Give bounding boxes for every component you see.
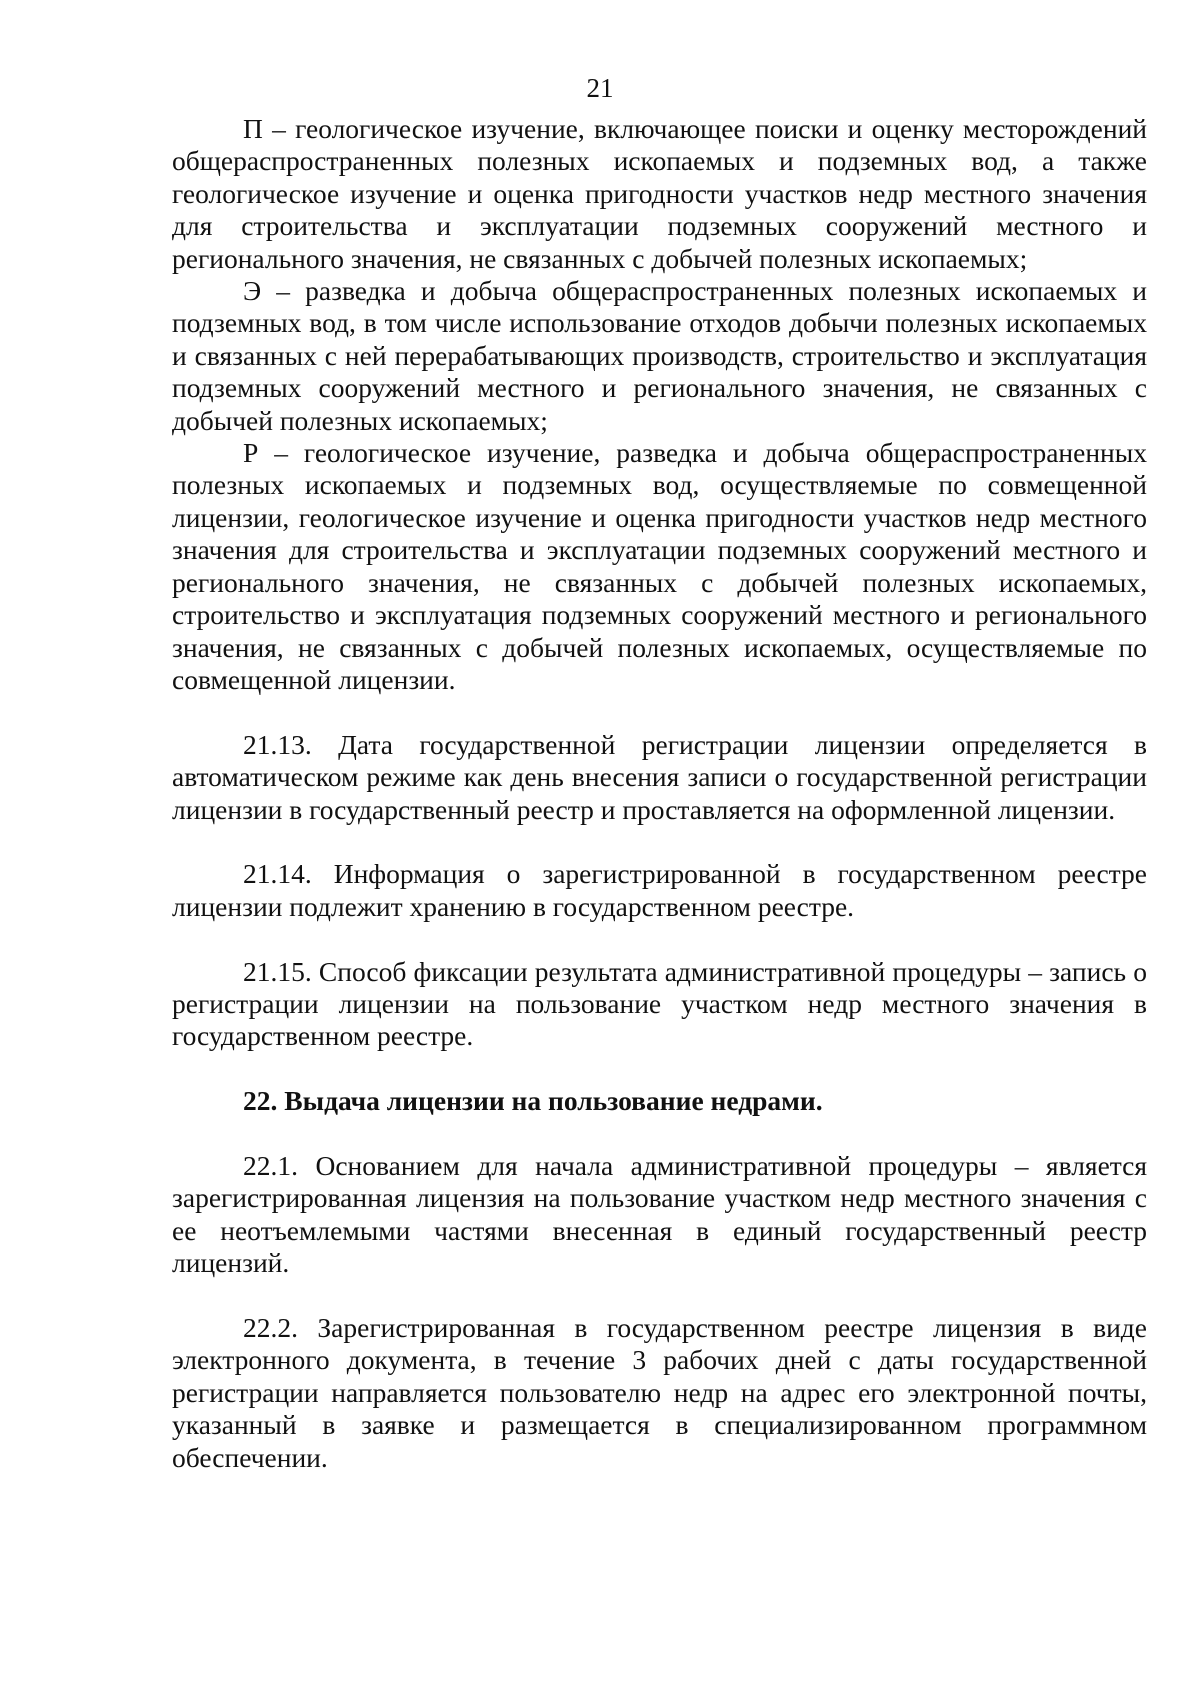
document-body <box>172 113 1147 1474</box>
paragraph-21-13: 21.13. Дата государственной регистрации лицензии определяется в автоматическом режиме как день внесения записи о государственной регистрации лицензии в государственный реестр и проставляется на оформленной лицензии. <box>172 728 1147 825</box>
paragraph-22-1: 22.1. Основанием для начала административной процедуры – является зарегистрированная лицензия на пользование участком недр местного значения с ее неотъемлемыми частями внесенная в единый государственный реестр лицензий. <box>172 1149 1147 1279</box>
paragraph-22-2: 22.2. Зарегистрированная в государственном реестре лицензия в виде электронного документа, в течение 3 рабочих дней с даты государственной регистрации направляется пользователю недр на адрес его электронной почты, указанный в заявке и размещается в специализированном программном обеспечении. <box>172 1311 1147 1473</box>
page-number: 21 <box>586 73 614 103</box>
paragraph-type-e: Э – разведка и добыча общераспространенных полезных ископаемых и подземных вод, в том числе использование отходов добычи полезных ископаемых и связанных с ней перерабатывающих производств, строительство и эксплуатация подземных сооружений местного и регионального значения, не связанных с добычей полезных ископаемых; <box>172 275 1147 436</box>
section-heading-22: 22. Выдача лицензии на пользование недрами. <box>243 1085 823 1117</box>
paragraph-type-p: П – геологическое изучение, включающее поиски и оценку месторождений общераспространенных полезных ископаемых и подземных вод, а также геологическое изучение и оценка пригодности участков недр местного значения для строительства и эксплуатации подземных сооружений местного и регионального значения, не связанных с добычей полезных ископаемых; <box>172 113 1147 274</box>
paragraph-21-15: 21.15. Способ фиксации результата административной процедуры – запись о регистрации лицензии на пользование участком недр местного значения в государственном реестре. <box>172 955 1147 1052</box>
paragraph-type-r: Р – геологическое изучение, разведка и добыча общераспространенных полезных ископаемых и подземных вод, осуществляемые по совмещенной лицензии, геологическое изучение и оценка пригодности участков недр местного значения для строительства и эксплуатации подземных сооружений местного и регионального значения, не связанных с добычей полезных ископаемых, строительство и эксплуатация подземных сооружений местного и регионального значения, не связанных с добычей полезных ископаемых, осуществляемые по совмещенной лицензии. <box>172 437 1147 695</box>
paragraph-21-14: 21.14. Информация о зарегистрированной в государственном реестре лицензии подлежит хранению в государственном реестре. <box>172 858 1147 922</box>
